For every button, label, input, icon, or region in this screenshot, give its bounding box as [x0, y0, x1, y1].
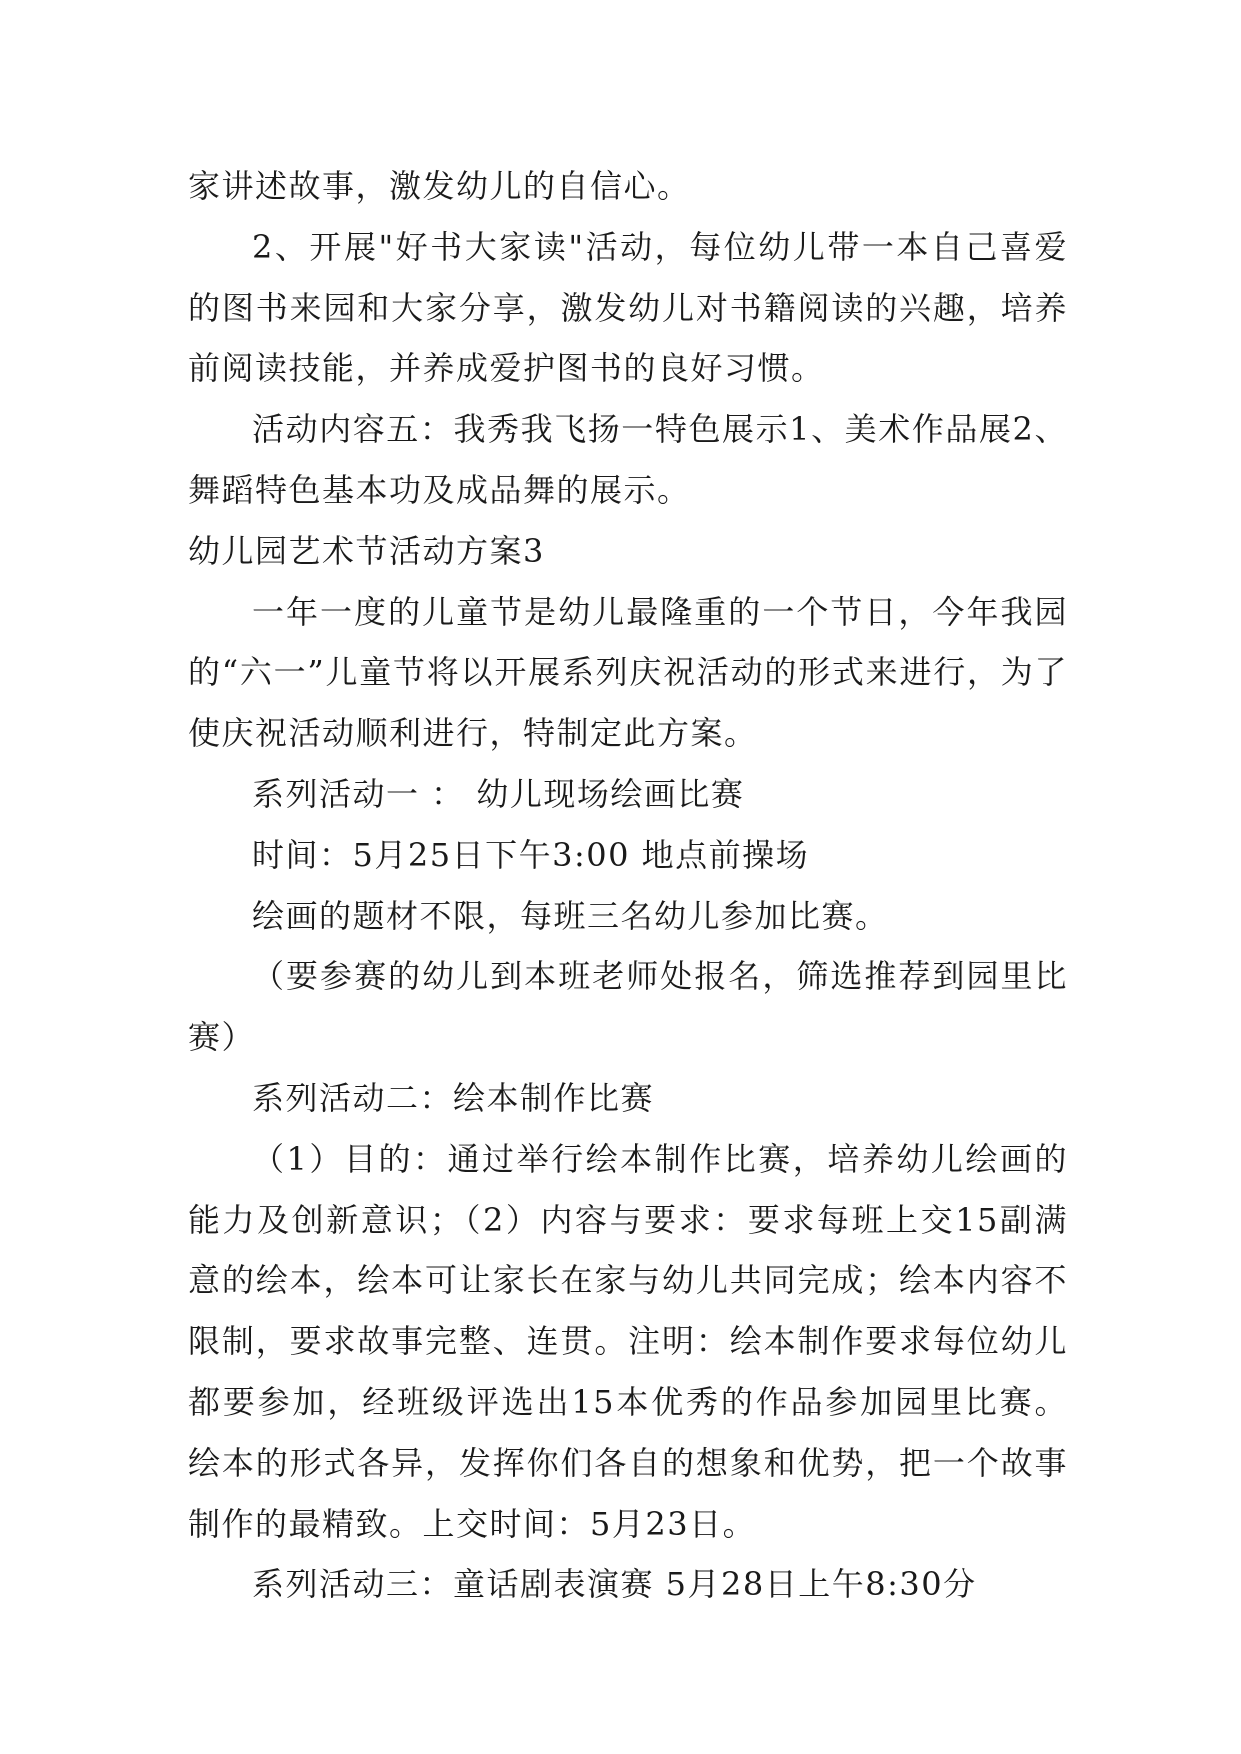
section-heading: 幼儿园艺术节活动方案3	[188, 531, 545, 570]
document-body	[188, 156, 1068, 1615]
paragraph-picturebook-details: （1）目的：通过举行绘本制作比赛，培养幼儿绘画的能力及创新意识；（2）内容与要求：要求每班上交15副满意的绘本，绘本可让家长在家与幼儿共同完成；绘本内容不限制，要求故事完整、连贯。注明：绘本制作要求每位幼儿都要参加，经班级评选出15本优秀的作品参加园里比赛。绘本的形式各异，发挥你们各自的想象和优势，把一个故事制作的最精致。上交时间：5月23日。	[188, 1139, 1068, 1543]
paragraph-series-three: 系列活动三：童话剧表演赛 5月28日上午8:30分	[252, 1565, 977, 1604]
paragraph-drawing-rules: 绘画的题材不限，每班三名幼儿参加比赛。	[252, 896, 889, 935]
paragraph-activity-five: 活动内容五：我秀我飞扬一特色展示1、美术作品展2、舞蹈特色基本功及成品舞的展示。	[188, 410, 1068, 509]
paragraph-story-confidence: 家讲述故事，激发幼儿的自信心。	[188, 167, 691, 205]
paragraph-series-one: 系列活动一 ： 幼儿现场绘画比赛	[252, 774, 745, 813]
paragraph-time-place: 时间：5月25日下午3:00 地点前操场	[252, 835, 810, 874]
paragraph-intro: 一年一度的儿童节是幼儿最隆重的一个节日，今年我园的“六一”儿童节将以开展系列庆祝活动的形式来进行，为了使庆祝活动顺利进行，特制定此方案。	[188, 592, 1068, 753]
paragraph-series-two: 系列活动二：绘本制作比赛	[252, 1078, 655, 1117]
paragraph-good-books: 2、开展"好书大家读"活动，每位幼儿带一本自己喜爱的图书来园和大家分享，激发幼儿对书籍阅读的兴趣，培养前阅读技能，并养成爱护图书的良好习惯。	[188, 227, 1068, 388]
paragraph-signup: （要参赛的幼儿到本班老师处报名，筛选推荐到园里比赛）	[188, 957, 1068, 1057]
